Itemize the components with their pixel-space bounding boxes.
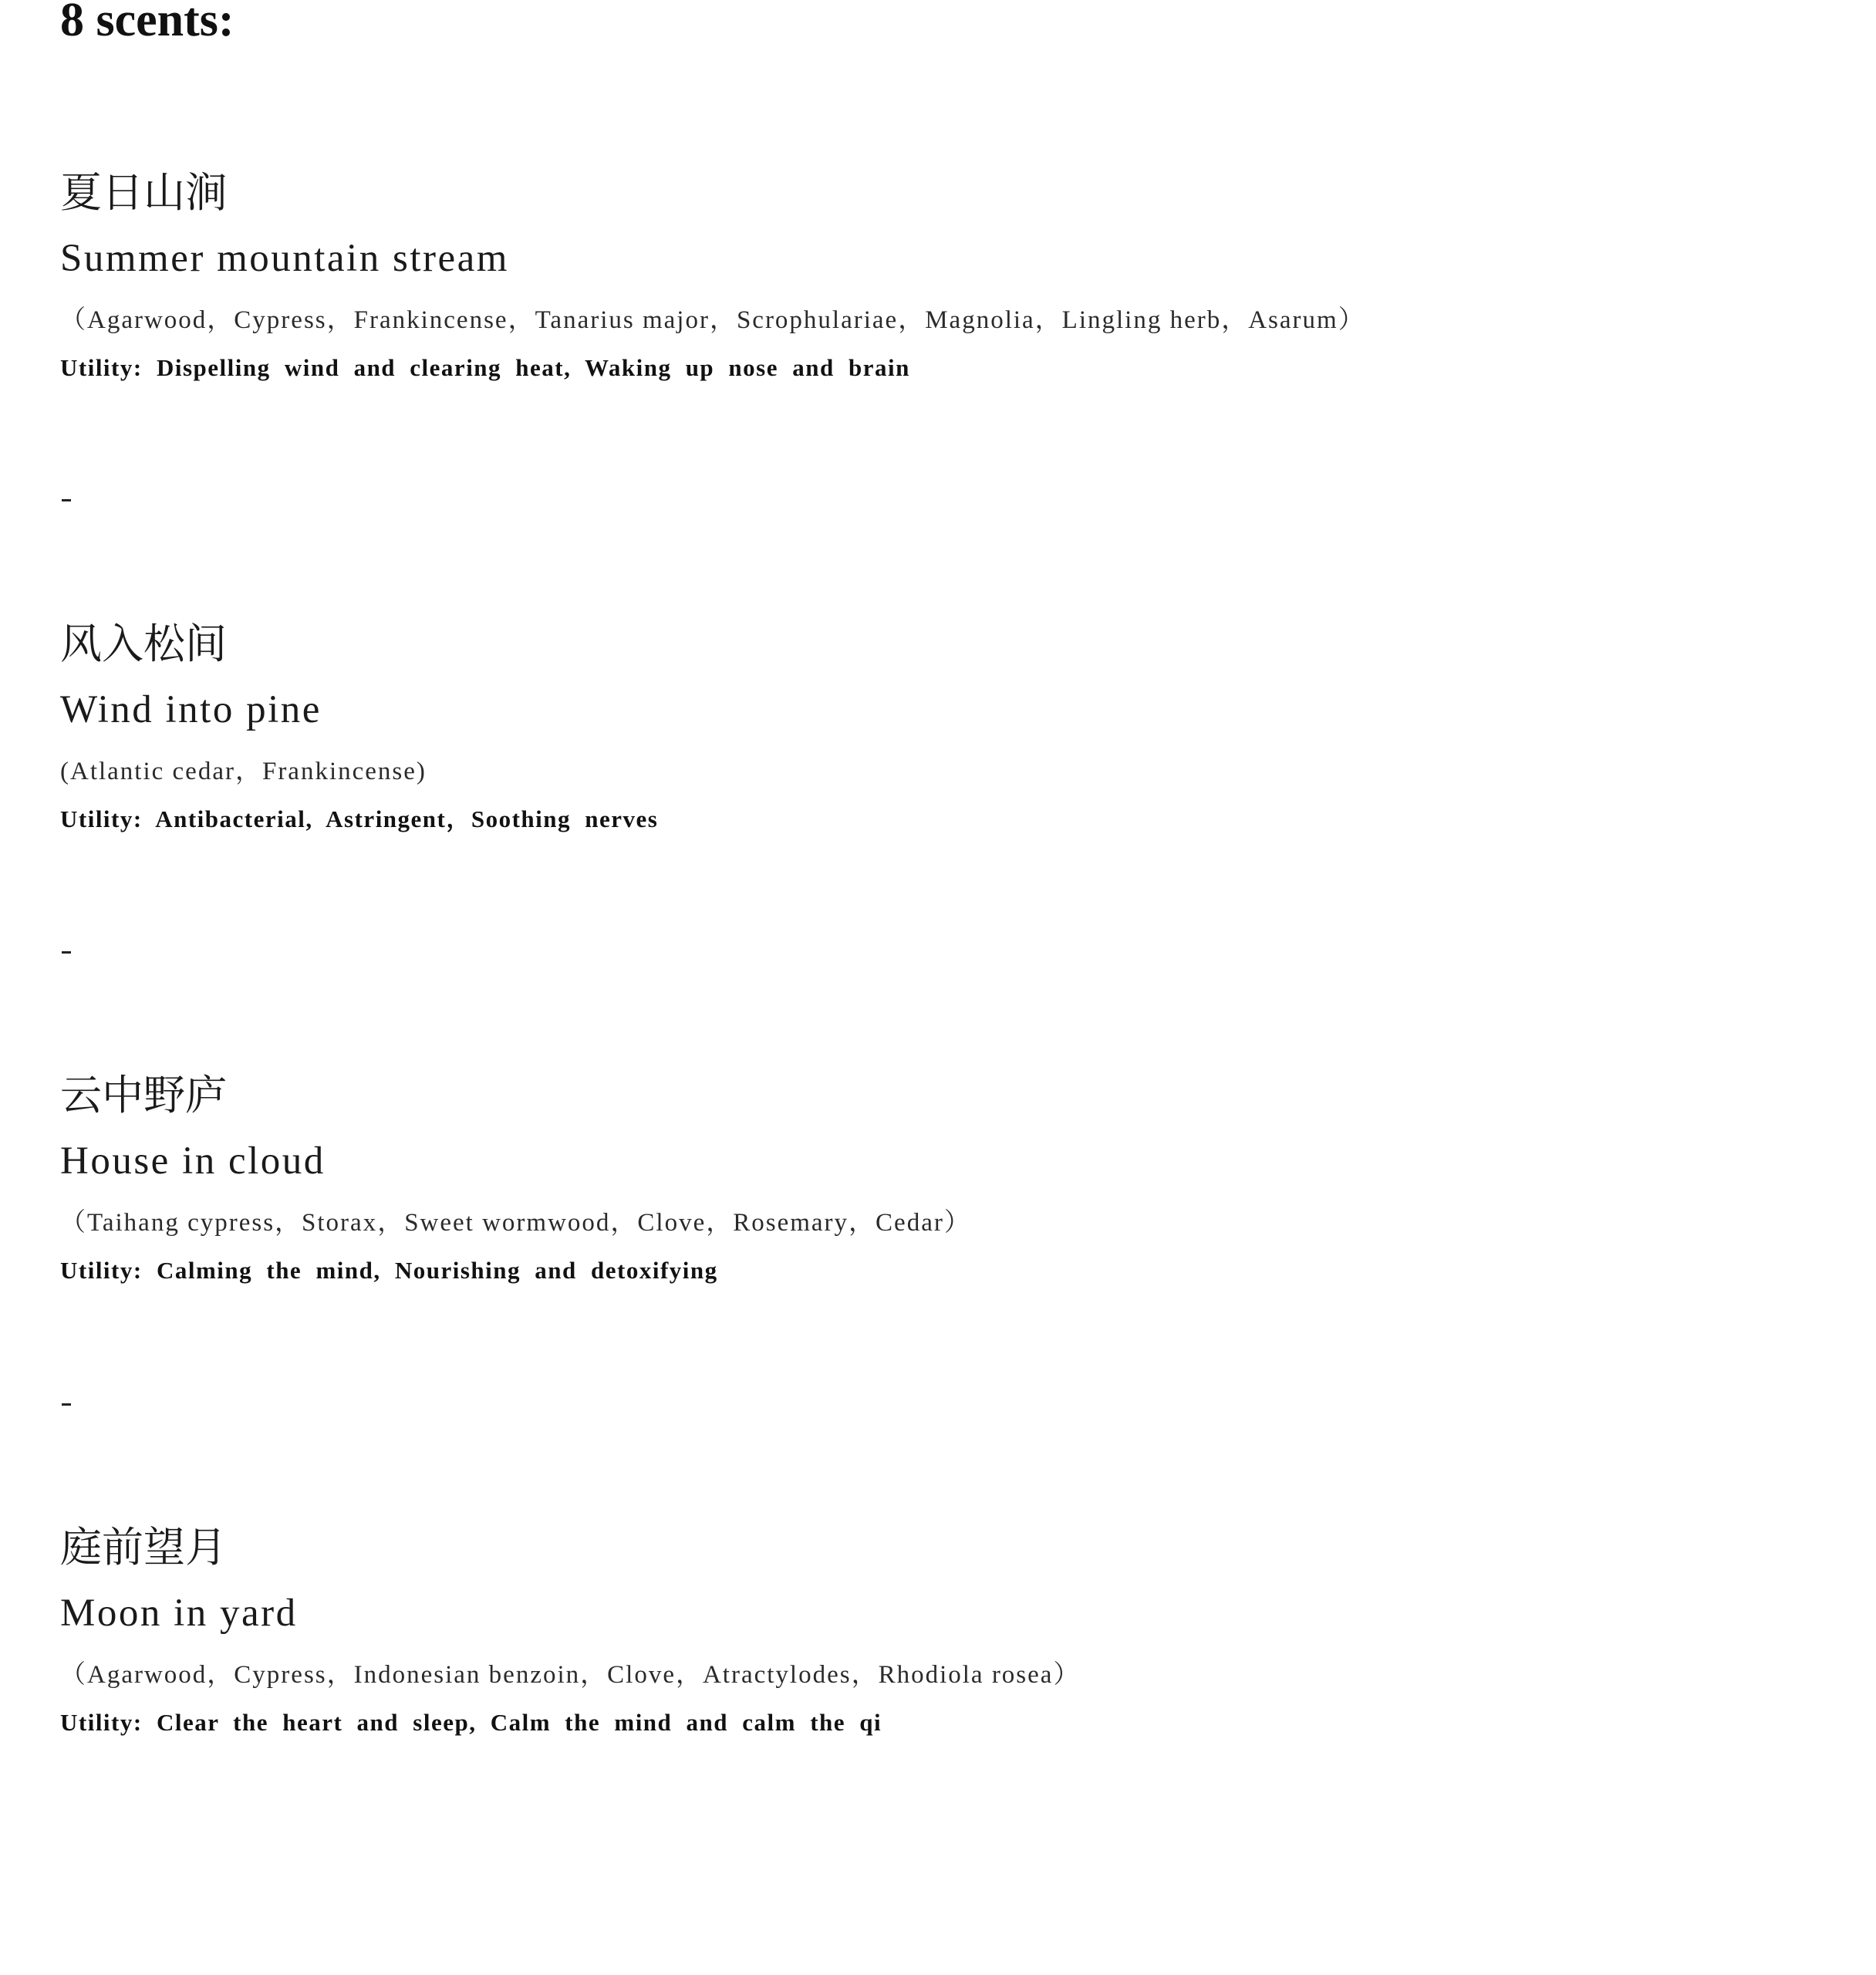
scent-utility: Utility: Calming the mind, Nourishing and detoxifying <box>60 1257 718 1284</box>
scent-english-name: Moon in yard <box>60 1592 298 1635</box>
scent-english-name: Summer mountain stream <box>60 237 509 280</box>
section-divider <box>62 951 71 954</box>
scent-chinese-name: 庭前望月 <box>60 1523 227 1572</box>
scent-chinese-name: 夏日山涧 <box>60 168 227 217</box>
scent-utility: Utility: Antibacterial, Astringent，Soothing nerves <box>60 805 659 832</box>
scent-ingredients: (Atlantic cedar，Frankincense) <box>60 758 427 785</box>
scent-utility: Utility: Dispelling wind and clearing heat, Waking up nose and brain <box>60 354 910 381</box>
scent-ingredients: （Taihang cypress，Storax，Sweet wormwood，Clove，Rosemary，Cedar） <box>60 1209 971 1237</box>
scent-chinese-name: 风入松间 <box>60 620 227 668</box>
scent-utility: Utility: Clear the heart and sleep, Calm the mind and calm the qi <box>60 1709 882 1736</box>
scent-chinese-name: 云中野庐 <box>60 1071 227 1119</box>
scent-ingredients: （Agarwood，Cypress，Indonesian benzoin，Clove，Atractylodes，Rhodiola rosea） <box>60 1661 1081 1689</box>
scent-ingredients: （Agarwood，Cypress，Frankincense，Tanarius major，Scrophulariae，Magnolia，Lingling herb，Asarum） <box>60 306 1365 334</box>
section-divider <box>62 499 71 501</box>
page-heading: 8 scents: <box>60 0 235 46</box>
section-divider <box>62 1403 71 1406</box>
scent-english-name: House in cloud <box>60 1139 326 1183</box>
scent-english-name: Wind into pine <box>60 688 322 731</box>
